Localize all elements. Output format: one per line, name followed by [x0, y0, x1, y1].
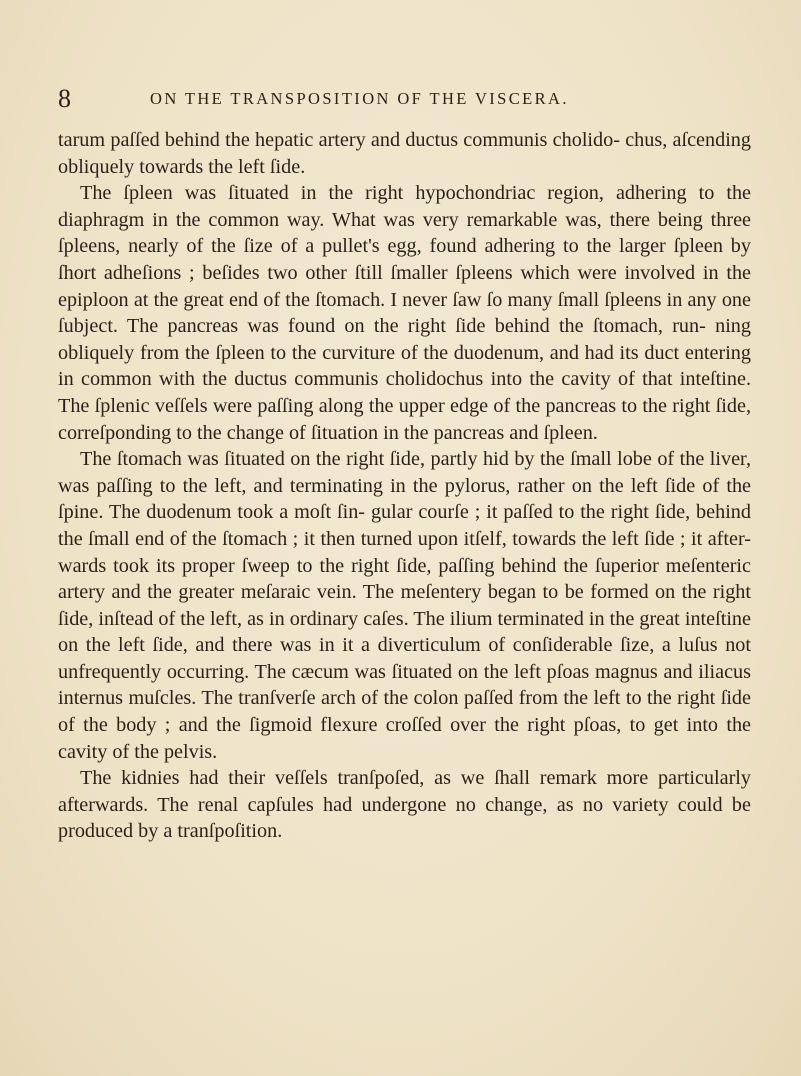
paragraph-stomach: The ſtomach was ſituated on the right ſide, partly hid by the ſmall lobe of the liver, was paſſing to the left, and terminating in the pylorus, rather on the left ſide of the ſpine. The duodenum took a moſt ſin- gular courſe ; it paſſed to the right ſide, behind the ſmall end of the ſtomach ; it then turned upon itſelf, towards the left ſide ; it after- wards took its proper ſweep to the right ſide, paſſing behind the ſuperior meſenteric artery and the greater meſaraic vein. The meſentery began to be formed on the right ſide, inſtead of the left, as in ordinary caſes. The ilium terminated in the great inteſtine on the left ſide, and there was in it a diverticulum of conſiderable ſize, a luſus not unfrequently occurring. The cæcum was ſituated on the left pſoas magnus and iliacus internus muſcles. The tranſverſe arch of the colon paſſed from the left to the right ſide of the body ; and the ſigmoid flexure croſſed over the right pſoas, to get into the cavity of the pelvis.: [58, 448, 751, 763]
body-text: [58, 127, 751, 845]
paragraph-continuation: tarum paſſed behind the hepatic artery and ductus communis cholido- chus, aſcending obliquely towards the left ſide.: [58, 129, 751, 178]
page-number: 8: [58, 84, 71, 113]
paragraph-spleen: The ſpleen was ſituated in the right hypochondriac region, adhering to the diaphragm in the common way. What was very remarkable was, there being three ſpleens, nearly of the ſize of a pullet's egg, found adhering to the larger ſpleen by ſhort adheſions ; beſides two other ſtill ſmaller ſpleens which were involved in the epiploon at the great end of the ſtomach. I never ſaw ſo many ſmall ſpleens in any one ſubject. The pancreas was found on the right ſide behind the ſtomach, run- ning obliquely from the ſpleen to the curviture of the duodenum, and had its duct entering in common with the ductus communis cholidochus into the cavity of that inteſtine. The ſplenic veſſels were paſſing along the upper edge of the pancreas to the right ſide, correſponding to the change of ſituation in the pancreas and ſpleen.: [58, 182, 751, 444]
paragraph-kidnies: The kidnies had their veſſels tranſpoſed, as we ſhall remark more particularly afterwards. The renal capſules had undergone no change, as no variety could be produced by a tranſpoſition.: [58, 767, 751, 843]
running-title: ON THE TRANSPOSITION OF THE VISCERA.: [150, 89, 569, 108]
page-header: [58, 86, 758, 114]
